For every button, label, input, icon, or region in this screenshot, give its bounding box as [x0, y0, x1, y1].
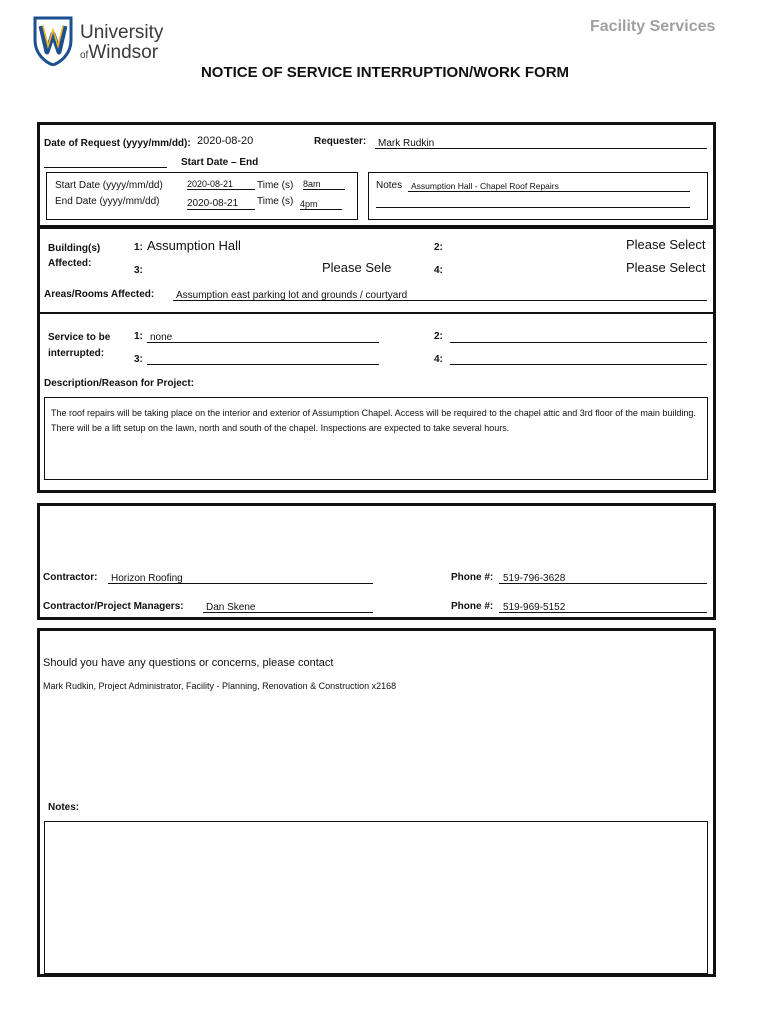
building-3-number: 3: — [134, 265, 143, 276]
start-time-label: Time (s) — [257, 180, 294, 191]
description-text: The roof repairs will be taking place on the interior and exterior of Assumption Chapel. Access will be required to the chapel attic and 3rd floor of the main building. There will be a lift setup on the lawn, north and south of the chapel. Inspections are expected to take several hours. — [51, 408, 696, 433]
logo-university-text: University — [80, 22, 164, 43]
buildings-label: Building(s) — [48, 243, 101, 254]
logo-of-text: of — [80, 50, 89, 61]
university-logo — [33, 16, 173, 68]
start-time-field[interactable]: 8am — [303, 179, 345, 190]
phone-2-field[interactable]: 519-969-5152 — [503, 602, 566, 613]
service-1-number: 1: — [134, 331, 143, 342]
service-2-number: 2: — [434, 331, 443, 342]
building-1-select[interactable]: Assumption Hall — [147, 238, 241, 253]
building-4-select[interactable]: Please Select — [626, 260, 706, 275]
service-3-number: 3: — [134, 354, 143, 365]
interrupted-label: interrupted: — [48, 348, 105, 359]
department-name: Facility Services — [590, 18, 716, 35]
phone-label: Phone #: — [451, 572, 494, 583]
affected-label: Affected: — [48, 258, 92, 269]
building-3-select[interactable]: Please Sele — [322, 260, 392, 275]
service-2-field[interactable] — [450, 342, 707, 343]
form-title: NOTICE OF SERVICE INTERRUPTION/WORK FORM — [200, 64, 570, 81]
end-date-field[interactable]: 2020-08-21 — [187, 198, 255, 210]
service-4-number: 4: — [434, 354, 443, 365]
logo-windsor-text: Windsor — [88, 42, 159, 63]
notes-box — [368, 172, 708, 220]
building-2-select[interactable]: Please Select — [626, 237, 706, 252]
project-managers-field[interactable]: Dan Skene — [206, 602, 256, 613]
notes-field[interactable]: Assumption Hall - Chapel Roof Repairs — [411, 181, 559, 191]
shield-crest-icon — [33, 16, 73, 66]
notes-section-label: Notes: — [48, 802, 80, 813]
contractor-field[interactable]: Horizon Roofing — [111, 573, 183, 584]
requester-label: Requester: — [314, 136, 367, 147]
contractor-label: Contractor: — [43, 572, 98, 583]
date-of-request-label: Date of Request (yyyy/mm/dd): — [44, 138, 191, 149]
service-1-field[interactable]: none — [150, 332, 173, 343]
end-time-label: Time (s) — [257, 196, 294, 207]
start-end-heading: Start Date – End — [181, 157, 259, 168]
service-3-field[interactable] — [147, 364, 379, 365]
end-date-label: End Date (yyyy/mm/dd) — [55, 196, 160, 207]
building-1-number: 1: — [134, 242, 143, 253]
building-4-number: 4: — [434, 265, 443, 276]
project-managers-label: Contractor/Project Managers: — [43, 601, 184, 612]
end-time-field[interactable]: 4pm — [300, 199, 342, 210]
service-4-field[interactable] — [450, 364, 707, 365]
service-label: Service to be — [48, 332, 111, 343]
contact-person: Mark Rudkin, Project Administrator, Facility - Planning, Renovation & Construction x2168 — [43, 681, 397, 691]
start-date-field[interactable]: 2020-08-21 — [187, 179, 255, 190]
description-box[interactable] — [44, 397, 708, 480]
start-date-label: Start Date (yyyy/mm/dd) — [55, 180, 163, 191]
requester-field[interactable]: Mark Rudkin — [378, 138, 435, 149]
areas-rooms-label: Areas/Rooms Affected: — [44, 289, 155, 300]
phone-field[interactable]: 519-796-3628 — [503, 573, 566, 584]
notes-label: Notes — [376, 180, 403, 191]
description-label: Description/Reason for Project: — [44, 378, 195, 389]
building-2-number: 2: — [434, 242, 443, 253]
contact-intro: Should you have any questions or concerns, please contact — [43, 657, 334, 669]
phone-2-label: Phone #: — [451, 601, 494, 612]
date-of-request-field[interactable]: 2020-08-20 — [197, 135, 254, 147]
notes-textarea[interactable] — [44, 821, 708, 974]
areas-rooms-field[interactable]: Assumption east parking lot and grounds / courtyard — [176, 290, 408, 301]
